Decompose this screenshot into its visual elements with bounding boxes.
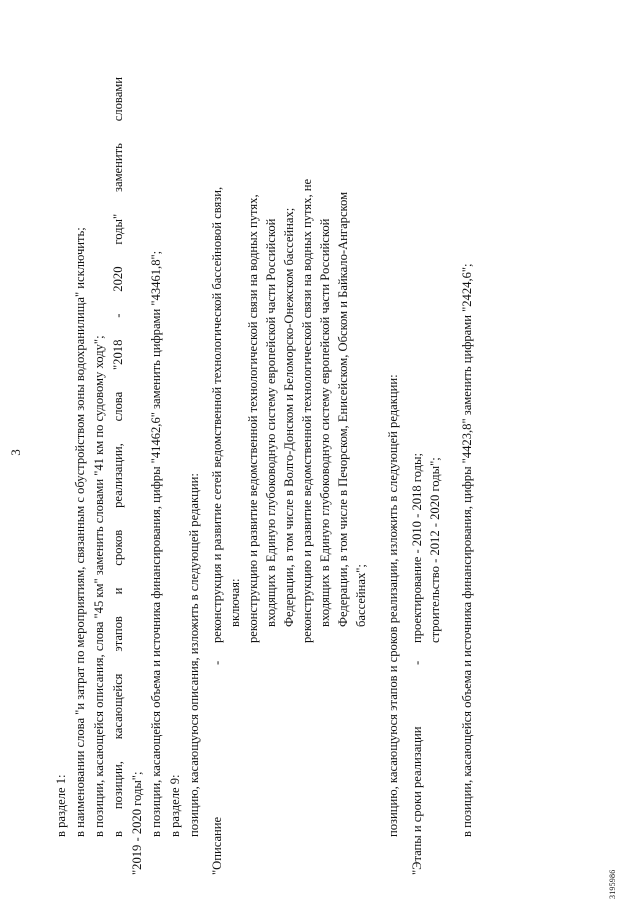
description-line: Федерации, в том числе в Печорском, Енисейском, Обском и Байкало-Ангарском (336, 191, 350, 627)
description-label: "Описание (210, 816, 224, 875)
description-line: входящих в Единую глубоководную систему европейской части Российской (264, 218, 278, 627)
stages-label: "Этапы и сроки реализации (410, 726, 424, 875)
paragraph-stages-change-cont: "2019 - 2020 годы"; (130, 771, 144, 875)
stages-line: строительство - 2012 - 2020 годы"; (428, 457, 442, 643)
description-line: реконструкцию и развитие ведомственной технологической связи на водных путях, (246, 194, 260, 643)
description-line: бассейнах"; (354, 564, 368, 627)
paragraph-name-change: в наименовании слова "и затрат по мероприятиям, связанным с обустройством зоны водохранилища" исключить; (73, 227, 87, 837)
paragraph-stages-change: в позиции, касающейся этапов и сроков реализации, слова "2018 - 2020 годы" заменить словами (111, 77, 125, 837)
paragraph-financing-change-9: в позиции, касающейся объема и источника финансирования, цифры "4423,8" заменить цифрами "2424,6"; (460, 263, 474, 837)
paragraph-description-intro: позицию, касающуюся описания, изложить в следующей редакции: (187, 473, 201, 837)
document-code: 3195986 (608, 869, 617, 899)
description-dash: - (210, 660, 224, 665)
description-line: реконструкция и развитие сетей ведомственной технологической бассейновой связи, (210, 186, 224, 643)
paragraph-financing-change: в позиции, касающейся объема и источника финансирования, цифры "41462,6" заменить цифрами "43461,8"; (149, 250, 163, 837)
paragraph-description-change: в позиции, касающейся описания, слова "45 км" заменить словами "41 км по судовому ходу"; (92, 335, 106, 837)
stages-dash: - (410, 660, 424, 665)
description-line: включая: (228, 578, 242, 627)
section-1-heading: в разделе 1: (54, 774, 68, 837)
description-line: входящих в Единую глубоководную систему европейской части Российской (318, 218, 332, 627)
section-9-heading: в разделе 9: (168, 774, 182, 837)
description-line: Федерации, в том числе в Волго-Донском и Беломорско-Онежском бассейнах; (282, 207, 296, 627)
page-number: 3 (8, 449, 23, 456)
paragraph-stages-intro: позицию, касающуюся этапов и сроков реализации, изложить в следующей редакции: (386, 374, 400, 837)
stages-line: проектирование - 2010 - 2018 годы; (410, 453, 424, 643)
description-line: реконструкцию и развитие ведомственной технологической связи на водных путях, не (300, 178, 314, 643)
